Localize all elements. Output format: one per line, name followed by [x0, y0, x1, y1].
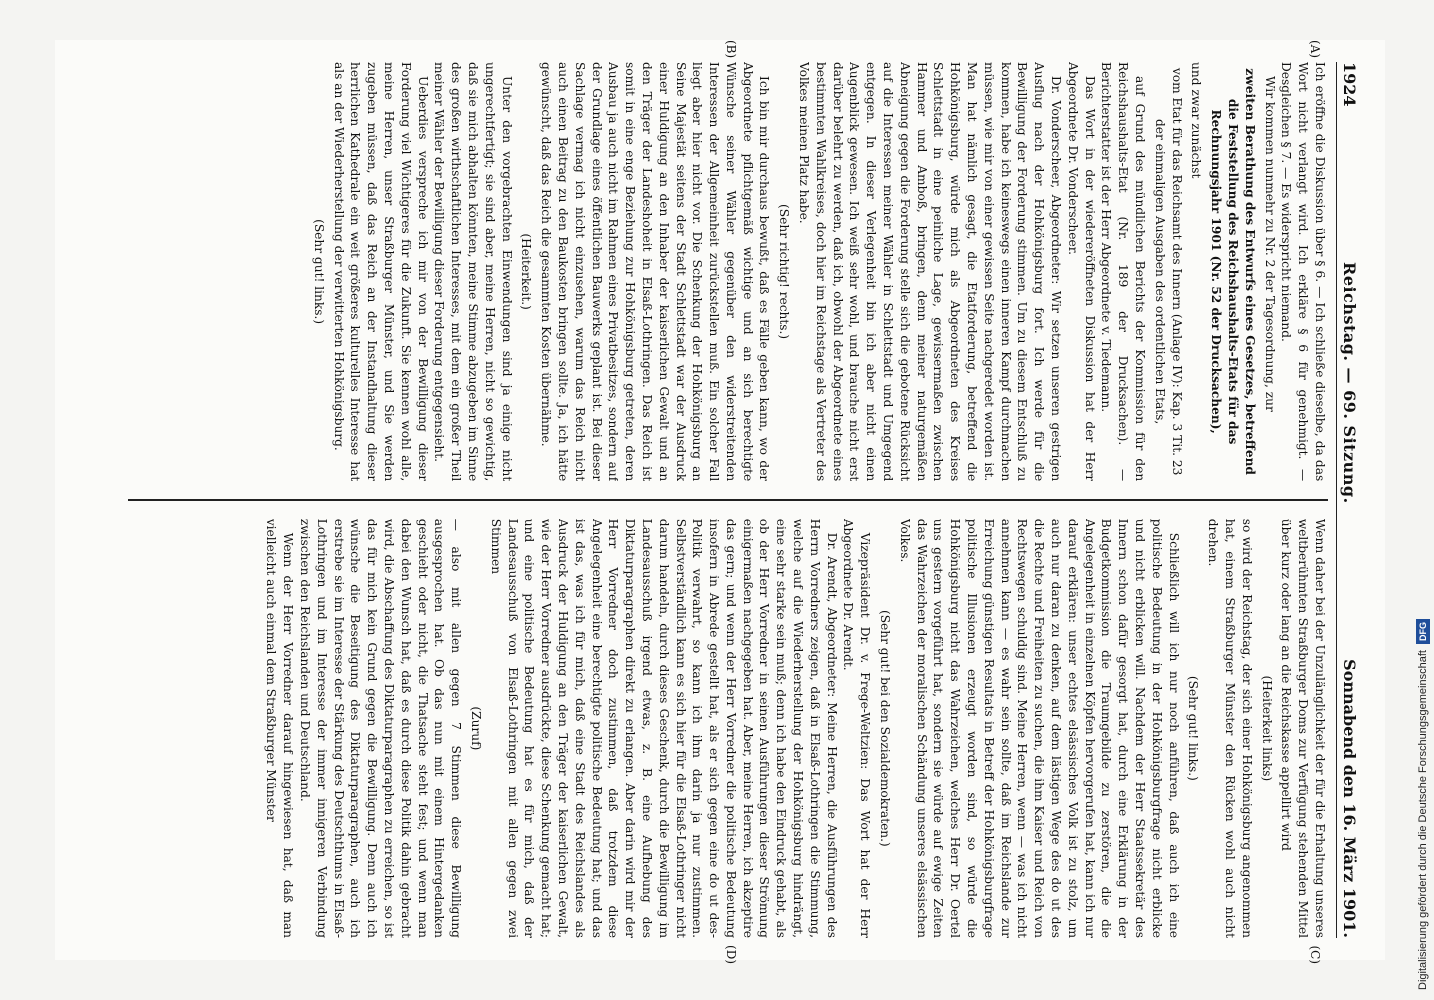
paragraph: Ich eröffne die Diskussion über § 6. — Ich schließe dieselbe, da das Wort nicht verlangt wird. Ich erkläre § 6 für genehmigt. — Desgleichen § 7. — Es widerspricht niemand.	[1279, 62, 1327, 482]
header-title: Reichstag. — 69. Sitzung.	[1340, 262, 1359, 504]
paragraph: Ueberdies verspreche ich mir von der Bewilligung dieser Forderung viel Wichtigeres für die Zukunft. Sie kennen wohl alle, meine Herren, unser Straßburger Münster, und Sie werden zugeben müssen, daß das Reich an der Instandhaltung dieser herrlichen Kathedrale ein weit größeres kulturelles Interesse hat als an der Wiederherstellung der verwitterten Hohkönigsburg.	[331, 62, 430, 482]
interjection: (Sehr gut! bei den Sozialdemokraten.)	[878, 609, 893, 847]
paragraph: Wenn daher bei der Unzulänglichkeit der für die Erhaltung unseres weltberühmten Straßburger Doms zur Verfügung stehenden Mittel über kurz oder lang an die Reichskasse appellirt wird	[1279, 518, 1327, 938]
paragraph: Wir kommen nunmehr zu Nr. 2 der Tagesordnung, zur	[1262, 76, 1277, 412]
document-page	[55, 40, 1385, 964]
interjection: (Sehr gut! links.)	[311, 219, 326, 325]
page-number: 1924	[1340, 62, 1359, 107]
interjection: (Zuruf)	[468, 706, 483, 751]
paragraph: Vizepräsident Dr. v. Frege-Weltzien: Das Wort hat der Herr Abgeordnete Dr. Arendt.	[841, 518, 873, 938]
interjection: (Sehr gut! links.)	[1186, 675, 1201, 781]
header-date: Sonnabend den 16. März 1901.	[1340, 659, 1359, 938]
margin-mark-a: (A)	[1308, 40, 1322, 59]
paragraph: Wenn der Herr Vorredner darauf hingewiesen hat, daß man vielleicht auch einmal dem Straßburger Münster	[264, 518, 296, 938]
paragraph: so wird der Reichstag, der sich einer Hohkönigsburg angenommen hat, einem Straßburger Münster den Rücken wohl auch nicht drehen.	[1206, 518, 1254, 938]
paragraph: Unter den vorgebrachten Einwendungen sind ja einige nicht ungerechtfertigt; sie sind aber, meine Herren, nicht so gewichtig, daß sie mich abhalten könnten, meine Stimme abzugeben im Sinne des großen wirthschaftlichen Interesses, mit dem ein großer Theil meiner Wähler der Bewilligung dieser Forderung entgegensieht.	[432, 62, 514, 482]
paragraph: auf Grund des mündlichen Berichts der Kommission für den Reichshaushalts-Etat (Nr. 189 der Drucksachen). — Berichterstatter ist der Herr Abgeordnete v. Tiedemann.	[1099, 62, 1148, 482]
dfg-logo: DFG	[1416, 619, 1430, 644]
agenda-item-title: zweiten Berathung des Entwurfs eines Gesetzes, betreffend die Feststellung des Reichshaushalts-Etats für das Rechnungsjahr 1901 (Nr. 52 der Drucksachen),	[1209, 68, 1257, 475]
right-column	[128, 519, 1328, 938]
paragraph: — also mit allen gegen 7 Stimmen diese Bewilligung ausgesprochen hat. Ob das nun mit einem Hintergedanken geschieht oder nicht, die Thatsache steht fest; und wenn man dabei den Wunsch hat, daß es durch diese Politik dahin gebracht wird, die Abschaffung des Diktaturparagraphen zu erreichen, so ist das für mich kein Grund gegen die Bewilligung. Denn auch ich wünsche die Beseitigung des Diktaturparagraphen, auch ich erstrebe sie im Interesse der Stärkung des Deutschthums in Elsaß-Lothringen und im Interesse der immer innigeren Verbindung zwischen den Reichslanden und Deutschland.	[297, 518, 464, 938]
margin-mark-b: (B)	[724, 40, 738, 59]
paragraph: und zwar zunächst	[1189, 62, 1204, 179]
speech-vonderscheer: Dr. Vonderscheer, Abgeordneter: Wir setzen unseren gestrigen Ausflug nach der Hohkönigsburg fort. Ich werde für die Bewilligung der Forderung stimmen. Um zu diesem Entschluß zu kommen, habe ich keineswegs einen inneren Kampf durchmachen müssen, wie mir von einer gewissen Seite nachgeredet worden ist. Man hat nämlich gesagt, die Etatforderung, betreffend die Hohkönigsburg, würde mich als Abgeordneten des Kreises Schlettstadt in eine peinliche Lage, gewissermaßen zwischen Hammer und Amboß, bringen, denn meiner naturgemäßen Abneigung gegen die Forderung stelle sich die gebotene Rücksicht auf die Interessen meiner Wähler in Schlettstadt und Umgegend entgegen. In dieser Verlegenheit bin ich aber nicht einen Augenblick gewesen. Ich weiß sehr wohl, und brauche nicht erst darüber belehrt zu werden, daß ich, obwohl der Abgeordnete eines bestimmten Wahlkreises, doch hier im Reichstage als Vertreter des Volkes meinen Platz habe.	[797, 62, 1064, 482]
page-body	[128, 40, 1328, 964]
interjection: (Heiterkeit.)	[519, 233, 534, 310]
column-divider	[128, 499, 1328, 501]
margin-mark-d: (D)	[724, 945, 738, 964]
digitization-note	[1414, 10, 1432, 990]
left-column	[128, 62, 1328, 481]
paragraph: Ich bin mir durchaus bewußt, daß es Fälle geben kann, wo der Abgeordnete pflichtgemäß wichtige und an sich berechtigte Wünsche seiner Wähler gegenüber den widerstreitenden Interessen der Allgemeinheit zurückstellen muß. Ein solcher Fall liegt aber hier nicht vor. Die Schenkung der Hohkönigsburg an Seine Majestät seitens der Stadt Schlettstadt war der Ausdruck einer Huldigung an den Inhaber der kaiserlichen Gewalt und an den Träger der Landeshoheit in Elsaß-Lothringen. Das Reich ist somit in eine enge Beziehung zur Hohkönigsburg getreten, deren Ausbau ja auch nicht im Rahmen eines Privatbesitzes, sondern auf der Grundlage eines öffentlichen Bauwerks geplant ist. Bei dieser Sachlage vermag ich nicht einzusehen, warum das Reich nicht auch einen Beitrag zu den Baukosten bringen sollte. Ja, ich hätte gewünscht, daß das Reich die gesammten Kosten übernähme.	[539, 62, 772, 482]
speech-arendt: Dr. Arendt, Abgeordneter: Meine Herren, die Ausführungen des Herrn Vorredners zeigen, daß in Elsaß-Lothringen die Stimmung, welche auf die Wiederherstellung der Hohkönigsburg hindrängt, eine sehr starke sein muß; denn ich habe den Eindruck gehabt, als ob der Herr Vorredner in seinen Ausführungen dieser Strömung einigermaßen nachgegeben hat. Aber, meine Herren, ich akzeptire das gern; und wenn der Herr Vorredner die politische Bedeutung insofern in Abrede gestellt hat, als er sich gegen eine do ut des-Politik verwahrt, so kann ich ihm darin ja nur zustimmen. Selbstverständlich kann es sich hier für die Elsaß-Lothringer nicht darum handeln, durch dieses Geschenk, durch die Bewilligung im Landesausschuß irgend etwas, z. B. eine Aufhebung des Diktaturparagraphen direkt zu erlangen. Aber darin wird mir der Herr Vorredner doch zustimmen, daß trotzdem diese Angelegenheit eine berechtigte politische Bedeutung hat; und das ist das, was ich für mich, daß eine Stadt des Reichslandes als Ausdruck der Huldigung an den Träger der kaiserlichen Gewalt, wie der Herr Vorredner ausdrückte, diese Schenkung gemacht hat; und eine politische Bedeutung hat es für mich, daß der Landesausschuß von Elsaß-Lothringen mit allen gegen zwei Stimmen	[488, 518, 839, 938]
paragraph: Das Wort in der wiedereröffneten Diskussion hat der Herr Abgeordnete Dr. Vonderscheer.	[1065, 62, 1097, 482]
paragraph: Schließlich will ich nur noch anführen, daß auch ich eine politische Bedeutung in der Hohkönigsburgfrage nicht erblicke und nicht erblicken will. Nachdem der Herr Staatssekretär des Innern schon dafür gesorgt hat, durch eine Erklärung in der Budgetkommission die Traumgebilde zu zerstören, die die Angelegenheit in einzelnen Köpfen hervorgerufen hat, kann ich nur darauf erklären: unser echtes elsässisches Volk ist zu stolz, um auch nur daran zu denken, auf dem lästigen Wege des do ut des die Rechte und Freiheiten zu suchen, die ihm Kaiser und Reich von Rechtswegen schuldig sind. Meine Herren, wenn — was ich nicht annehmen kann — es wahr sein sollte, daß im Reichslande zur Erreichung günstigen Resultats in Betreff der Hohkönigsburgfrage politische Illusionen erzeugt worden sind, so würde die Hohkönigsburg nicht das Wahrzeichen, welches Herr Dr. Oertel uns gestern vorgeführt hat, sondern sie würde auf ewige Zeiten das Wahrzeichen der moralischen Schändung unseres elsässischen Volkes.	[897, 518, 1181, 938]
agenda-item-etat: vom Etat für das Reichsamt des Innern (Anlage IV): Kap. 3 Tit. 23 der einmaligen Ausgaben des ordentlichen Etats,	[1152, 67, 1184, 476]
margin-mark-c: (C)	[1308, 945, 1322, 964]
interjection: (Heiterkeit links)	[1259, 675, 1274, 782]
digitization-text: Digitalisierung gefördert durch die Deutsche Forschungsgemeinschaft	[1417, 650, 1429, 990]
interjection: (Sehr richtig! rechts.)	[777, 204, 792, 340]
page-header	[1336, 62, 1359, 938]
